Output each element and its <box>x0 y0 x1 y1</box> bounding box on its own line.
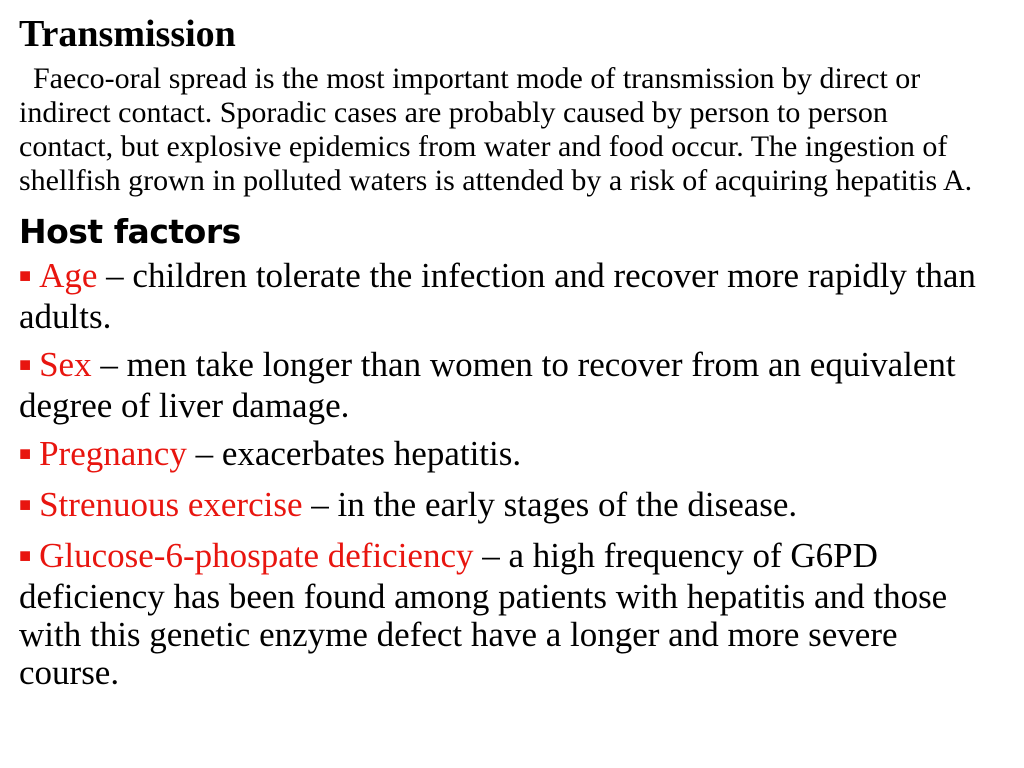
factor-g6pd-deficiency <box>19 537 979 692</box>
square-bullet-icon: ■ <box>19 494 32 517</box>
factor-description: a high frequency of G6PD deficiency has been found among patients with hepatitis and those with this genetic enzyme defect have a longer and more severe course. <box>19 536 948 693</box>
factor-description: men take longer than women to recover from an equivalent degree of liver damage. <box>19 345 956 426</box>
factor-pregnancy <box>19 435 979 476</box>
factor-dash: – <box>302 485 338 525</box>
factor-label: Age <box>39 256 98 296</box>
factor-description: in the early stages of the disease. <box>337 485 798 525</box>
transmission-heading: Transmission <box>19 13 236 55</box>
factor-label: Pregnancy <box>39 434 187 474</box>
square-bullet-icon: ■ <box>19 443 32 466</box>
square-bullet-icon: ■ <box>19 545 32 568</box>
square-bullet-icon: ■ <box>19 354 32 377</box>
factor-sex <box>19 346 979 425</box>
factor-description: children tolerate the infection and recover more rapidly than adults. <box>19 256 976 337</box>
factor-label: Sex <box>39 345 92 385</box>
transmission-paragraph: Faeco-oral spread is the most important mode of transmission by direct or indirect contact. Sporadic cases are probably caused by person to person contact, but explosive epidemics from water and food occur. The ingestion of shellfish grown in polluted waters is attended by a risk of acquiring hepatitis A. <box>19 61 973 197</box>
factor-dash: – <box>91 345 127 385</box>
host-factors-heading: Host factors <box>19 211 241 251</box>
factor-description: exacerbates hepatitis. <box>221 434 522 474</box>
factor-dash: – <box>97 256 133 296</box>
square-bullet-icon: ■ <box>19 265 32 288</box>
factor-label: Strenuous exercise <box>39 485 303 525</box>
factor-dash: – <box>186 434 222 474</box>
factor-age <box>19 257 979 336</box>
factor-strenuous-exercise <box>19 486 979 527</box>
slide-content <box>19 14 1009 702</box>
factor-label: Glucose-6-phospate deficiency <box>39 536 474 576</box>
host-factors-list <box>19 257 1009 692</box>
factor-dash: – <box>473 536 509 576</box>
